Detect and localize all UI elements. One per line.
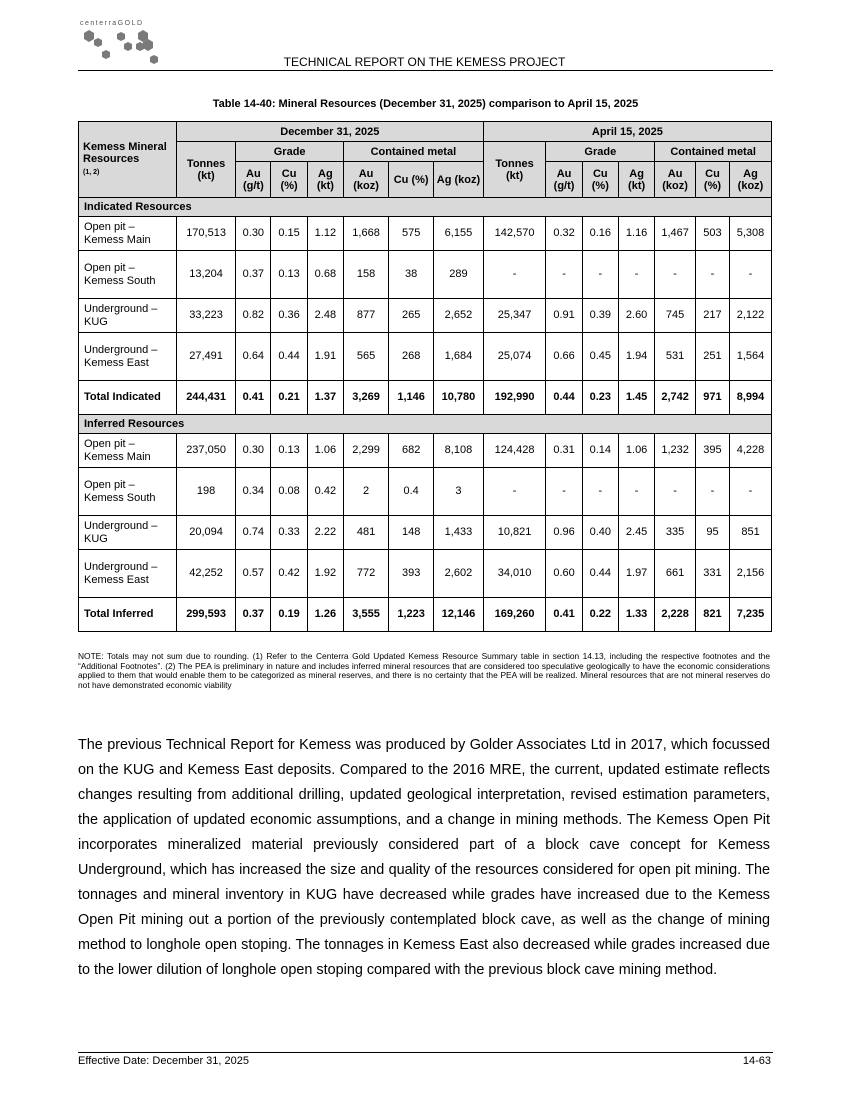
table-cell: 661 [655,550,696,598]
table-cell: 2,156 [730,550,772,598]
table-cell: 2,742 [655,381,696,415]
table-cell: 0.34 [236,468,271,516]
tonnes-header: Tonnes (kt) [483,142,546,198]
row-label: Open pit – Kemess South [79,468,177,516]
table-row [79,333,772,381]
table-cell: 851 [730,516,772,550]
effective-date: Effective Date: December 31, 2025 [78,1055,250,1067]
table-cell: 10,821 [483,516,546,550]
table-cell: 1.92 [307,550,343,598]
table-cell: 772 [344,550,389,598]
table-row [79,217,772,251]
table-cell: 2.60 [618,299,654,333]
table-cell: 1,564 [730,333,772,381]
table-cell: 169,260 [483,598,546,632]
table-cell: 4,228 [730,434,772,468]
table-cell: 38 [389,251,434,299]
table-cell: 1,467 [655,217,696,251]
table-cell: 1,668 [344,217,389,251]
sub-header: Au (g/t) [546,162,582,198]
grade-header: Grade [546,142,655,162]
table-cell: 0.37 [236,251,271,299]
row-label: Open pit – Kemess Main [79,434,177,468]
row-label: Underground – Kemess East [79,333,177,381]
row-label: Open pit – Kemess Main [79,217,177,251]
table-cell: 0.19 [271,598,307,632]
period1-header: December 31, 2025 [176,122,483,142]
table-cell: 0.21 [271,381,307,415]
row-header [79,122,177,198]
report-header-title [0,55,849,69]
table-cell: - [730,251,772,299]
sub-header: Cu (%) [271,162,307,198]
table-cell: 34,010 [483,550,546,598]
table-cell: 13,204 [176,251,235,299]
table-cell: - [695,468,729,516]
table-cell: 393 [389,550,434,598]
table-cell: 481 [344,516,389,550]
row-header-footnote: (1, 2) [83,168,100,176]
table-cell: 0.37 [236,598,271,632]
table-cell: 7,235 [730,598,772,632]
table-cell: 2,228 [655,598,696,632]
table-cell: 0.40 [582,516,618,550]
table-cell: 1.94 [618,333,654,381]
table-cell: 217 [695,299,729,333]
table-cell: 95 [695,516,729,550]
table-cell: 971 [695,381,729,415]
table-cell: 565 [344,333,389,381]
table-cell: 289 [434,251,484,299]
table-cell: 3,555 [344,598,389,632]
table-cell: 1,232 [655,434,696,468]
total-row [79,598,772,632]
table-cell: 12,146 [434,598,484,632]
row-label: Underground – KUG [79,299,177,333]
table-cell: 682 [389,434,434,468]
table-cell: - [483,468,546,516]
row-label: Total Inferred [79,598,177,632]
table-cell: - [546,251,582,299]
table-cell: 0.13 [271,251,307,299]
table-cell: 877 [344,299,389,333]
table-cell: 192,990 [483,381,546,415]
table-cell: 124,428 [483,434,546,468]
footer-divider [78,1052,773,1053]
sub-header: Cu (%) [389,162,434,198]
sub-header: Ag (kt) [307,162,343,198]
table-cell: - [655,468,696,516]
table-cell: 1.37 [307,381,343,415]
table-body [79,198,772,632]
table-cell: 0.08 [271,468,307,516]
table-cell: 331 [695,550,729,598]
table-note: NOTE: Totals may not sum due to rounding. (1) Refer to the Centerra Gold Updated Kemess Resource Summary table in section 14.13, including the respective footnotes and the “Additional Footnotes”. (2) The PEA is preliminary in nature and includes inferred mineral resources that are considered too speculative geologically to have the economic considerations applied to them that would enable them to be categorized as mineral reserves, and there is no certainty that the PEA will be realized. Mineral resources that are not mineral reserves do not have demonstrated economic viability [78,651,770,690]
table-row [79,299,772,333]
table-cell: 1.16 [618,217,654,251]
table-cell: 531 [655,333,696,381]
table-cell: 158 [344,251,389,299]
table-cell: 1.97 [618,550,654,598]
period2-header: April 15, 2025 [483,122,771,142]
table-cell: 395 [695,434,729,468]
table-cell: 3,269 [344,381,389,415]
table-cell: 0.96 [546,516,582,550]
table-cell: 8,994 [730,381,772,415]
table-cell: 503 [695,217,729,251]
table-cell: 2,652 [434,299,484,333]
table-cell: 0.91 [546,299,582,333]
table-row [79,516,772,550]
table-cell: 0.42 [271,550,307,598]
table-cell: 0.44 [271,333,307,381]
table-cell: 265 [389,299,434,333]
table-cell: 3 [434,468,484,516]
sub-header: Ag (koz) [730,162,772,198]
table-cell: 2.22 [307,516,343,550]
table-cell: 2 [344,468,389,516]
table-cell: 0.30 [236,434,271,468]
table-row [79,251,772,299]
table-cell: 0.42 [307,468,343,516]
table-cell: 10,780 [434,381,484,415]
table-cell: 1,433 [434,516,484,550]
table-cell: 299,593 [176,598,235,632]
table-cell: 142,570 [483,217,546,251]
row-header-text: Kemess Mineral Resources [83,140,167,165]
table-cell: 0.31 [546,434,582,468]
table-cell: 1.06 [618,434,654,468]
table-cell: 335 [655,516,696,550]
table-cell: 2,122 [730,299,772,333]
table-cell: 745 [655,299,696,333]
sub-header: Ag (kt) [618,162,654,198]
table-cell: 0.68 [307,251,343,299]
table-cell: 1,146 [389,381,434,415]
table-cell: 1.45 [618,381,654,415]
table-cell: 237,050 [176,434,235,468]
table-cell: 0.4 [389,468,434,516]
table-cell: 0.74 [236,516,271,550]
table-cell: 1.91 [307,333,343,381]
table-cell: 198 [176,468,235,516]
row-label: Underground – Kemess East [79,550,177,598]
section-title: Inferred Resources [79,415,772,434]
table-cell: 33,223 [176,299,235,333]
table-cell: 2.48 [307,299,343,333]
table-cell: 0.13 [271,434,307,468]
table-cell: 244,431 [176,381,235,415]
row-label: Total Indicated [79,381,177,415]
table-cell: 0.64 [236,333,271,381]
table-cell: 0.23 [582,381,618,415]
row-label: Open pit – Kemess South [79,251,177,299]
table-cell: 25,074 [483,333,546,381]
page-number: 14-63 [742,1055,771,1067]
row-label: Underground – KUG [79,516,177,550]
table-cell: 2.45 [618,516,654,550]
table-cell: 0.36 [271,299,307,333]
table-cell: 0.57 [236,550,271,598]
table-cell: 0.30 [236,217,271,251]
table-cell: 27,491 [176,333,235,381]
table-cell: - [618,468,654,516]
table-cell: - [582,468,618,516]
table-cell: 0.33 [271,516,307,550]
table-cell: 2,602 [434,550,484,598]
table-cell: 268 [389,333,434,381]
table-cell: 1.33 [618,598,654,632]
table-row [79,550,772,598]
table-cell: - [655,251,696,299]
table-cell: 1.26 [307,598,343,632]
header-divider [78,70,773,71]
table-caption: Table 14-40: Mineral Resources (December 31, 2025) comparison to April 15, 2025 [212,98,639,110]
table-cell: 0.66 [546,333,582,381]
table-cell: 42,252 [176,550,235,598]
grade-header: Grade [236,142,344,162]
table-cell: - [730,468,772,516]
section-row [79,198,772,217]
logo-wordmark: centerraGOLD [80,20,144,27]
report-header-title-text: TECHNICAL REPORT ON THE KEMESS PROJECT [283,55,566,69]
body-paragraph: The previous Technical Report for Kemess was produced by Golder Associates Ltd in 2017, which focussed on the KUG and Kemess East deposits. Compared to the 2016 MRE, the current, updated estimate reflects changes resulting from additional drilling, updated geological interpretation, revised estimation parameters, the application of updated economic assumptions, and a change in mining methods. The Kemess Open Pit incorporates mineralized material previously considered part of a block cave concept for Kemess Underground, which has increased the size and quality of the resources considered for open pit mining. The tonnages and mineral inventory in KUG have decreased while grades have increased due to the Kemess Open Pit mining out a portion of the previously contemplated block cave, as well as the change of mining method to longhole open stoping. The tonnages in Kemess East also decreased while grades increased due to the lower dilution of longhole open stoping compared with the previous block cave mining method. [78,737,770,978]
table-cell: 170,513 [176,217,235,251]
table-cell: 0.32 [546,217,582,251]
table-cell: 0.22 [582,598,618,632]
sub-header: Au (koz) [344,162,389,198]
table-cell: 0.14 [582,434,618,468]
section-title: Indicated Resources [79,198,772,217]
table-cell: - [695,251,729,299]
sub-header: Ag (koz) [434,162,484,198]
table-cell: 20,094 [176,516,235,550]
table-cell: 5,308 [730,217,772,251]
table-cell: 0.41 [236,381,271,415]
table-cell: 1,684 [434,333,484,381]
table-cell: 0.45 [582,333,618,381]
sub-header: Cu (%) [695,162,729,198]
table-cell: 6,155 [434,217,484,251]
table-cell: - [618,251,654,299]
mineral-resources-table [78,121,772,632]
table-row [79,468,772,516]
tonnes-header: Tonnes (kt) [176,142,235,198]
sub-header: Au (koz) [655,162,696,198]
table-cell: - [483,251,546,299]
table-cell: 1,223 [389,598,434,632]
table-cell: 0.41 [546,598,582,632]
table-cell: 2,299 [344,434,389,468]
total-row [79,381,772,415]
table-cell: - [546,468,582,516]
table-cell: 1.12 [307,217,343,251]
table-cell: 0.60 [546,550,582,598]
table-cell: 0.16 [582,217,618,251]
table-cell: 0.82 [236,299,271,333]
table-cell: 148 [389,516,434,550]
table-cell: 251 [695,333,729,381]
table-row [79,434,772,468]
table-cell: 1.06 [307,434,343,468]
table-cell: 25,347 [483,299,546,333]
table-cell: 0.39 [582,299,618,333]
sub-header: Au (g/t) [236,162,271,198]
table-cell: 0.44 [546,381,582,415]
table-cell: - [582,251,618,299]
table-cell: 575 [389,217,434,251]
table-cell: 8,108 [434,434,484,468]
table-cell: 0.15 [271,217,307,251]
section-row [79,415,772,434]
contained-metal-header: Contained metal [344,142,484,162]
table-cell: 0.44 [582,550,618,598]
table-cell: 821 [695,598,729,632]
sub-header: Cu (%) [582,162,618,198]
contained-metal-header: Contained metal [655,142,772,162]
